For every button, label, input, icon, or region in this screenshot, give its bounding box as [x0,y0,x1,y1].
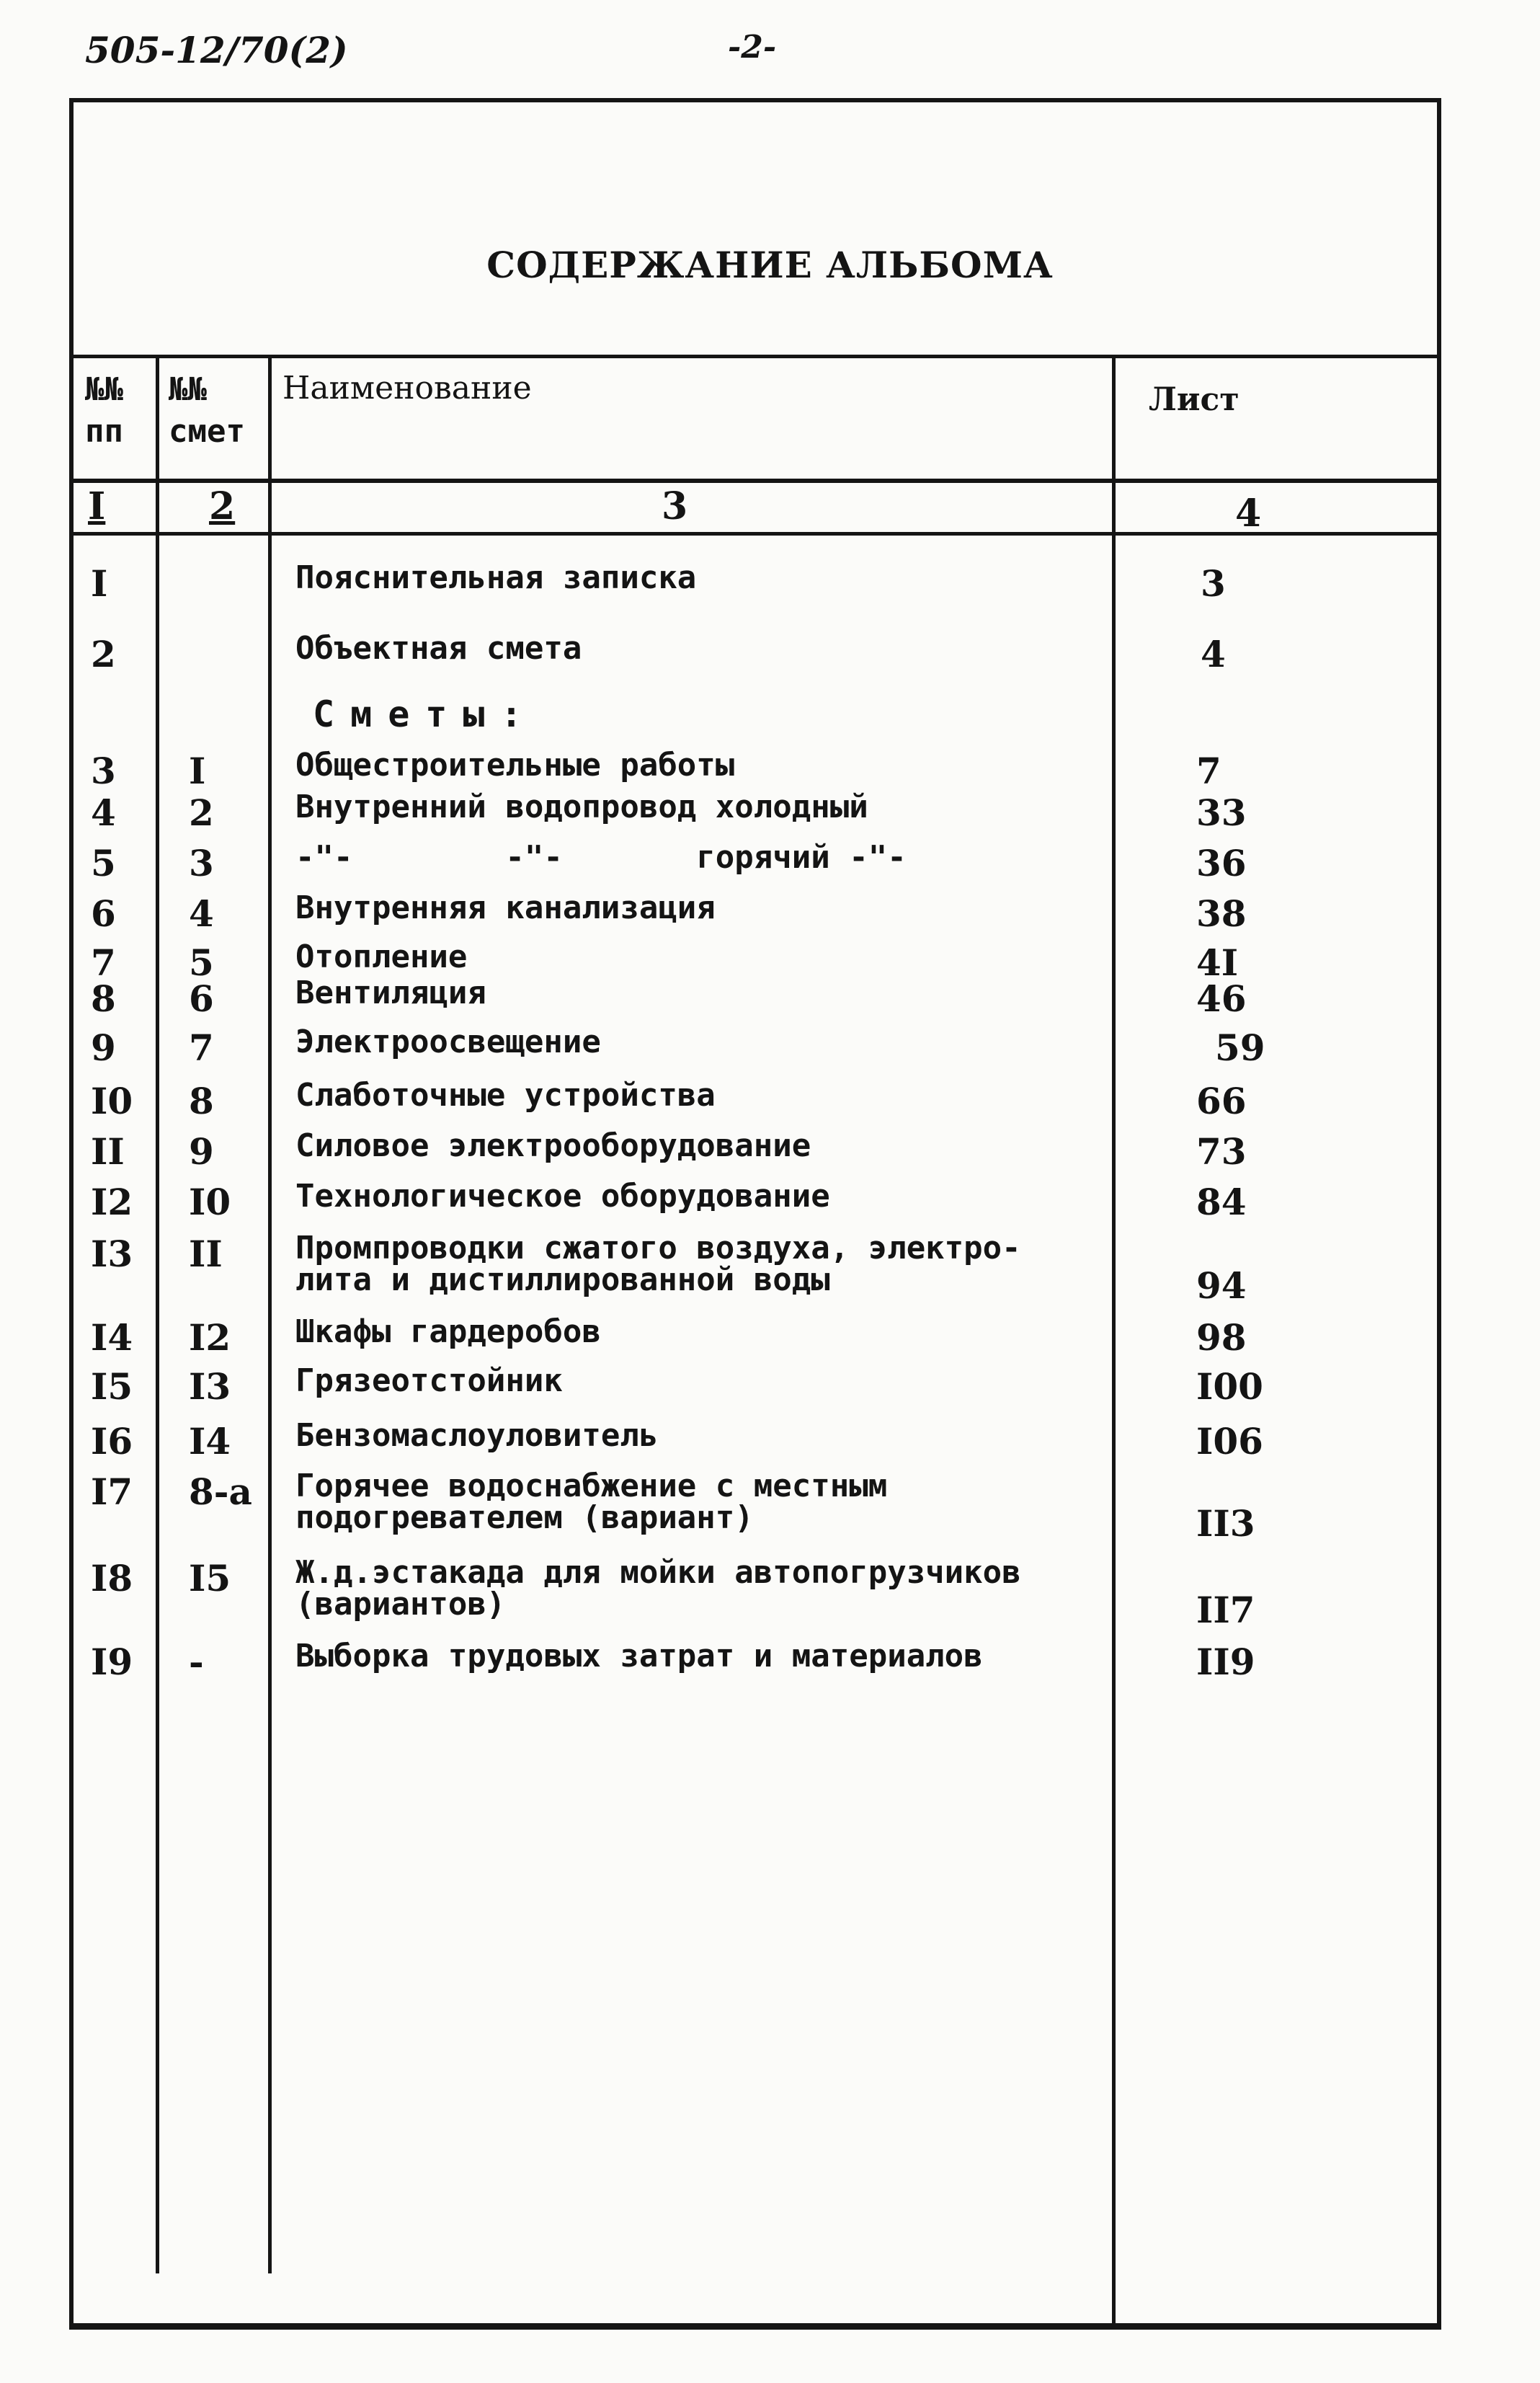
estimate-number: 6 [189,977,214,1020]
row-number: I7 [91,1470,133,1513]
row-number: I [91,562,108,605]
col-divider-2 [268,356,272,2273]
row-name: Горячее водоснабжение с местным подогревателем (вариант) [295,1468,888,1536]
row-name: Бензомаслоуловитель [295,1417,659,1454]
estimate-number: 8 [189,1080,214,1122]
row-name: Внутренняя канализация [295,889,716,926]
sheet-number: II9 [1196,1641,1255,1683]
document-code: 505-12/70(2) [85,29,348,71]
sheet-number: II7 [1196,1589,1255,1631]
sheet-number: 98 [1196,1316,1247,1359]
row-number: I9 [91,1641,133,1683]
colnum-4: 4 [1235,492,1262,536]
colnum-3: 3 [662,484,688,528]
header-num: №№ пп [85,371,123,450]
col-divider-1 [156,356,159,2273]
estimate-number: 9 [189,1130,214,1173]
estimate-number: I4 [189,1420,231,1463]
row-number: I4 [91,1316,133,1359]
row-number: I8 [91,1557,133,1599]
row-name: Грязеотстойник [295,1362,563,1399]
sheet-number: 46 [1196,977,1247,1020]
sheet-number: I06 [1196,1420,1263,1463]
sheet-number: 73 [1196,1130,1247,1173]
estimate-number: II [189,1233,223,1275]
row-name: Отопление [295,938,468,975]
estimate-number: I5 [189,1557,231,1599]
sheet-number: 33 [1196,791,1247,834]
sheet-number: 4I [1196,941,1239,984]
estimate-number: 2 [189,791,214,834]
colnum-bottom-rule [74,532,1437,536]
page-number: -2- [728,29,777,66]
table-top-rule [74,355,1437,358]
row-number: I6 [91,1420,133,1463]
header-name: Наименование [282,370,532,407]
estimate-number: I2 [189,1316,231,1359]
row-number: II [91,1130,125,1173]
row-name: -"- -"- горячий -"- [295,839,907,876]
row-number: 7 [91,941,116,984]
row-name: Слаботочные устройства [295,1077,716,1114]
sheet-number: 4 [1201,633,1226,675]
row-name: Промпроводки сжатого воздуха, электро- лита и дистиллированной воды [295,1230,1021,1298]
row-name: Пояснительная записка [295,559,697,596]
row-name: Электроосвещение [295,1024,601,1060]
row-name: Внутренний водопровод холодный [295,789,868,825]
sheet-number: 59 [1215,1026,1265,1069]
estimate-number: 5 [189,941,214,984]
estimate-number: 4 [189,892,214,935]
row-number: 9 [91,1026,116,1069]
row-number: I3 [91,1233,133,1275]
row-name: Шкафы гардеробов [295,1313,601,1350]
page-title: СОДЕРЖАНИЕ АЛЬБОМА [486,244,1054,286]
estimate-number: I [189,750,206,792]
estimate-number: 8-а [189,1470,252,1513]
sheet-number: 94 [1196,1264,1247,1307]
row-name: Ж.д.эстакада для мойки автопогрузчиков (вариантов) [295,1554,1021,1623]
colnum-2: 2 [209,484,236,528]
sheet-number: II3 [1196,1502,1255,1545]
sheet-number: 36 [1196,842,1247,884]
row-number: I2 [91,1181,133,1223]
row-number: 4 [91,791,116,834]
estimate-number: - [189,1641,204,1683]
section-label: Сметы: [313,693,538,735]
row-number: 8 [91,977,116,1020]
sheet-number: 84 [1196,1181,1247,1223]
row-name: Объектная смета [295,630,582,667]
sheet-number: 3 [1201,562,1226,605]
row-name: Силовое электрооборудование [295,1127,811,1164]
row-number: 5 [91,842,116,884]
row-name: Технологическое оборудование [295,1178,830,1215]
estimate-number: I3 [189,1365,231,1408]
header-estimate: №№ смет [169,371,245,450]
row-number: I5 [91,1365,133,1408]
sheet-number: 66 [1196,1080,1247,1122]
row-number: 2 [91,633,116,675]
row-number: 6 [91,892,116,935]
estimate-number: 3 [189,842,214,884]
col-divider-3 [1112,356,1116,2325]
header-bottom-rule [74,479,1437,483]
estimate-number: I0 [189,1181,231,1223]
header-sheet: Лист [1149,381,1239,418]
colnum-1: I [88,484,106,528]
sheet-number: I00 [1196,1365,1263,1408]
row-name: Вентиляция [295,975,486,1011]
row-name: Общестроительные работы [295,747,735,784]
row-name: Выборка трудовых затрат и материалов [295,1638,983,1674]
estimate-number: 7 [189,1026,214,1069]
sheet-number: 38 [1196,892,1247,935]
row-number: 3 [91,750,116,792]
sheet-number: 7 [1196,750,1221,792]
row-number: I0 [91,1080,133,1122]
